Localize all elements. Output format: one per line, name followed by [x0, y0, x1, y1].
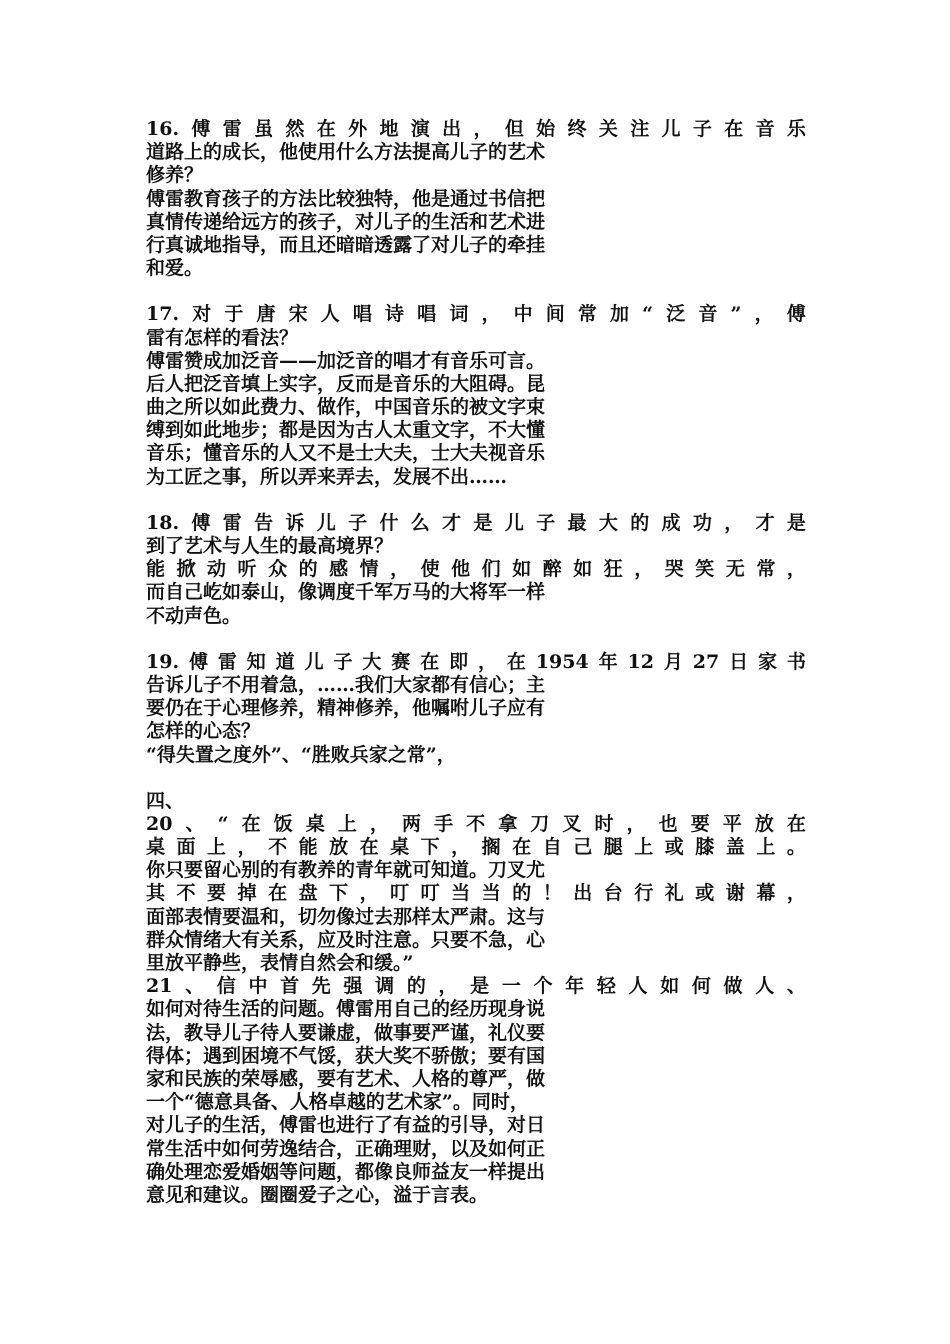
item-line: 如何对待生活的问题。傅雷用自己的经历现身说 [146, 998, 546, 1021]
question-line: 告诉儿子不用着急，……我们大家都有信心；主 [146, 673, 546, 696]
paragraph-gap [146, 767, 806, 790]
answer-line: 不动声色。 [146, 604, 242, 627]
answer-line: 傅雷教育孩子的方法比较独特，他是通过书信把 [146, 187, 546, 210]
item-line: 20 、 “ 在 饭 桌 上 ， 两 手 不 拿 刀 叉 时 ， 也 要 平 放 在 [146, 812, 806, 835]
question-line: 雷有怎样的看法？ [146, 326, 299, 349]
item-line: 对儿子的生活，傅雷也进行了有益的引导，对日 [146, 1114, 546, 1137]
answer-line: 曲之所以如此费力、做作，中国音乐的被文字束 [146, 396, 546, 419]
answer-line: 傅雷赞成加泛音——加泛音的唱才有音乐可言。 [146, 349, 546, 372]
question-line: 18. 傅 雷 告 诉 儿 子 什 么 才 是 儿 子 最 大 的 成 功 ， 才 是 [146, 511, 806, 534]
answer-line: 行真诚地指导，而且还暗暗透露了对儿子的牵挂 [146, 233, 546, 256]
document-page [146, 118, 806, 1207]
answer-line: 能 掀 动 听 众 的 感 情 ， 使 他 们 如 醉 如 狂 ， 哭 笑 无 常 ， [146, 558, 806, 581]
item-line: 常生活中如何劳逸结合，正确理财，以及如何正 [146, 1137, 546, 1160]
item-line: 确处理恋爱婚姻等问题，都像良师益友一样提出 [146, 1160, 546, 1183]
item-line: 你只要留心别的有教养的青年就可知道。刀叉尤 [146, 859, 546, 882]
paragraph-gap [146, 489, 806, 512]
answer-line: 缚到如此地步；都是因为古人太重文字，不大懂 [146, 419, 546, 442]
question-line: 17. 对 于 唐 宋 人 唱 诗 唱 词 ， 中 间 常 加 “ 泛 音 ” ， 傅 [146, 303, 806, 326]
answer-line: 为工匠之事，所以弄来弄去，发展不出…… [146, 465, 508, 488]
item-line: 法，教导儿子待人要谦虚，做事要严谨，礼仪要 [146, 1021, 546, 1044]
answer-line: “得失置之度外”、“胜败兵家之常”， [146, 743, 456, 766]
item-line: 意见和建议。圈圈爱子之心，溢于言表。 [146, 1183, 489, 1206]
question-line: 要仍在于心理修养，精神修养，他嘱咐儿子应有 [146, 697, 546, 720]
answer-line: 真情传递给远方的孩子，对儿子的生活和艺术进 [146, 210, 546, 233]
item-line: 21 、 信 中 首 先 强 调 的 ， 是 一 个 年 轻 人 如 何 做 人 、 [146, 975, 806, 998]
question-line: 到了艺术与人生的最高境界？ [146, 535, 394, 557]
item-line: 里放平静些，表情自然会和缓。” [146, 952, 414, 974]
item-line: 面部表情要温和，切勿像过去那样太严肃。这与 [146, 905, 546, 928]
question-line: 16. 傅 雷 虽 然 在 外 地 演 出 ， 但 始 终 关 注 儿 子 在 音 乐 [146, 118, 806, 140]
answer-line: 而自己屹如泰山，像调度千军万马的大将军一样 [146, 581, 546, 604]
item-line: 其 不 要 掉 在 盘 下 ， 叮 叮 当 当 的 ！ 出 台 行 礼 或 谢 幕 ， [146, 882, 806, 905]
question-line: 怎样的心态？ [146, 720, 261, 743]
answer-line: 后人把泛音填上实字，反而是音乐的大阻碍。昆 [146, 372, 546, 395]
paragraph-gap [146, 628, 806, 651]
item-line: 得体；遇到困境不气馁，获大奖不骄傲；要有国 [146, 1044, 546, 1067]
item-line: 群众情绪大有关系，应及时注意。只要不急，心 [146, 928, 546, 951]
item-line: 家和民族的荣辱感，要有艺术、人格的尊严，做 [146, 1067, 546, 1090]
question-line: 道路上的成长，他使用什么方法提高儿子的艺术 [146, 141, 546, 164]
item-line: 桌 面 上 ， 不 能 放 在 桌 下 ， 搁 在 自 己 腿 上 或 膝 盖 上 。 [146, 836, 806, 859]
item-line: 一个“德意具备、人格卓越的艺术家”。同时， [146, 1091, 529, 1114]
answer-line: 和爱。 [146, 257, 204, 280]
question-line: 19. 傅 雷 知 道 儿 子 大 赛 在 即 ， 在 1954 年 12 月 27 日 家 书 [146, 650, 806, 673]
paragraph-gap [146, 280, 806, 303]
section-heading: 四、 [146, 789, 185, 812]
question-line: 修养？ [146, 164, 204, 187]
answer-line: 音乐；懂音乐的人又不是士大夫，士大夫视音乐 [146, 442, 546, 465]
